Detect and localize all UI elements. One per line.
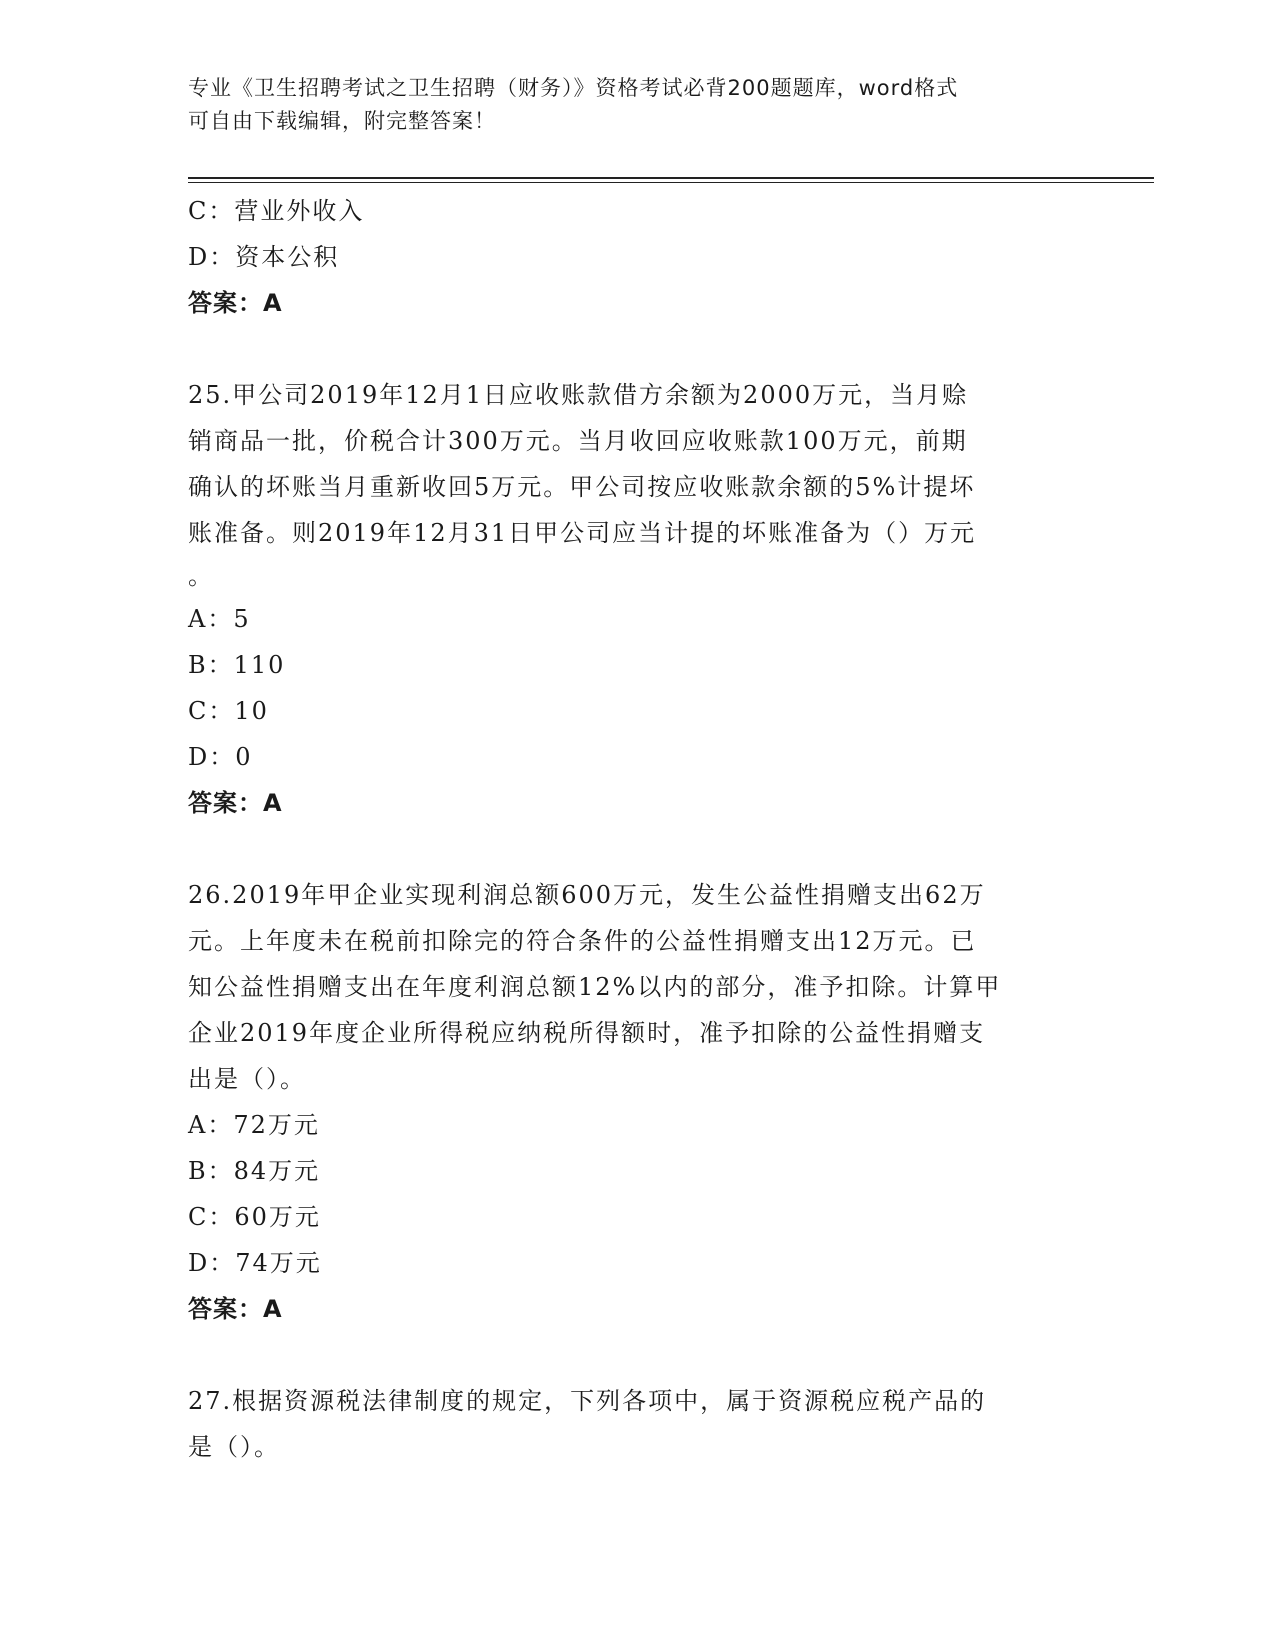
option-c: C：10 bbox=[188, 697, 269, 725]
question-stem-line: 出是（）。 bbox=[188, 1065, 306, 1093]
header-line-1: 专业《卫生招聘考试之卫生招聘（财务）》资格考试必背200题题库，word格式 bbox=[188, 76, 959, 100]
question-fragment-24 bbox=[188, 188, 1088, 326]
question-stem-line: 是（）。 bbox=[188, 1433, 280, 1461]
option-d: D：0 bbox=[188, 743, 253, 771]
question-stem-line: 25.甲公司2019年12月1日应收账款借方余额为2000万元，当月赊 bbox=[188, 381, 969, 409]
question-stem-line: 确认的坏账当月重新收回5万元。甲公司按应收账款余额的5%计提坏 bbox=[188, 473, 976, 501]
header-divider-thick bbox=[188, 177, 1154, 179]
option-b: B：110 bbox=[188, 651, 286, 679]
header-divider-thin bbox=[188, 182, 1154, 183]
question-stem-line: 27.根据资源税法律制度的规定，下列各项中，属于资源税应税产品的 bbox=[188, 1387, 987, 1415]
question-stem-line: 元。上年度未在税前扣除完的符合条件的公益性捐赠支出12万元。已 bbox=[188, 927, 977, 955]
question-25 bbox=[188, 372, 1088, 826]
question-26 bbox=[188, 872, 1088, 1332]
header-line-2: 可自由下载编辑，附完整答案！ bbox=[188, 109, 496, 133]
answer-line: 答案：A bbox=[188, 1295, 283, 1323]
option-a: A：72万元 bbox=[188, 1111, 320, 1139]
answer-line: 答案：A bbox=[188, 289, 283, 317]
document-body bbox=[188, 188, 1088, 1470]
question-stem-line: 企业2019年度企业所得税应纳税所得额时，准予扣除的公益性捐赠支 bbox=[188, 1019, 986, 1047]
option-a: A：5 bbox=[188, 605, 251, 633]
question-stem-line: 账准备。则2019年12月31日甲公司应当计提的坏账准备为（）万元 bbox=[188, 519, 977, 547]
question-27 bbox=[188, 1378, 1088, 1470]
document-header bbox=[188, 72, 1088, 138]
option-d: D：74万元 bbox=[188, 1249, 322, 1277]
option-d: D：资本公积 bbox=[188, 243, 340, 271]
question-stem-line: 知公益性捐赠支出在年度利润总额12%以内的部分，准予扣除。计算甲 bbox=[188, 973, 1002, 1001]
option-c: C：营业外收入 bbox=[188, 197, 365, 225]
question-stem-line: 销商品一批，价税合计300万元。当月收回应收账款100万元，前期 bbox=[188, 427, 968, 455]
answer-line: 答案：A bbox=[188, 789, 283, 817]
option-c: C：60万元 bbox=[188, 1203, 321, 1231]
question-stem-line: 26.2019年甲企业实现利润总额600万元，发生公益性捐赠支出62万 bbox=[188, 881, 986, 909]
option-b: B：84万元 bbox=[188, 1157, 321, 1185]
question-stem-line: 。 bbox=[188, 562, 214, 590]
